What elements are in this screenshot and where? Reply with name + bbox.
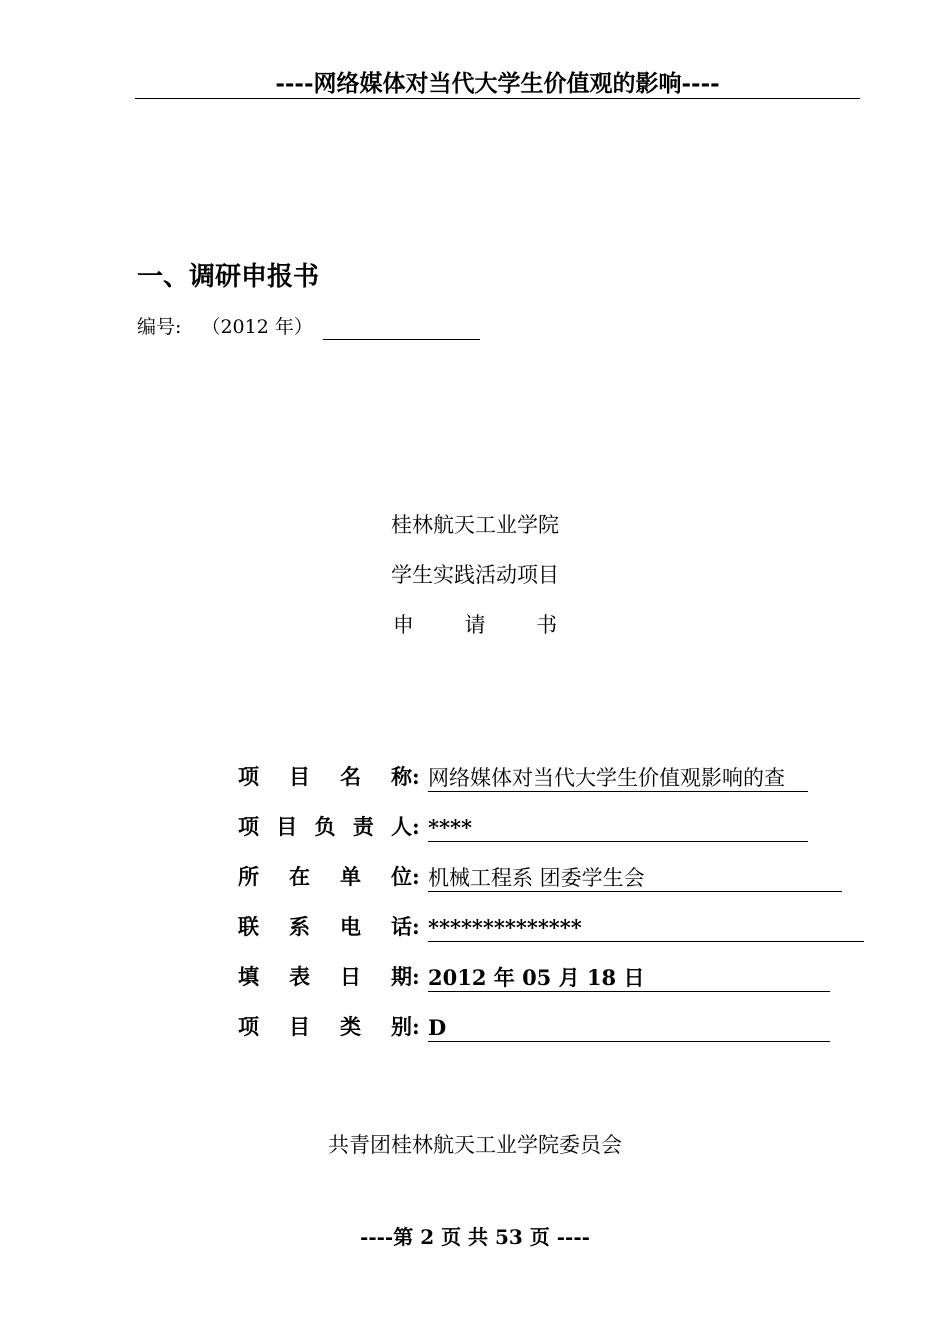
field-label: 填表日期: [238, 964, 412, 989]
field-project-leader: [238, 808, 808, 842]
institution-name: 桂林航天工业学院: [391, 513, 559, 537]
field-phone: [238, 908, 864, 942]
field-colon: :: [412, 914, 420, 939]
header-rule: [135, 98, 860, 99]
field-label: 项目类别: [238, 1014, 412, 1039]
field-value-department[interactable]: 机械工程系 团委学生会: [428, 864, 842, 892]
page-header-title: ----网络媒体对当代大学生价值观的影响----: [275, 70, 720, 97]
field-category: [238, 1008, 830, 1042]
field-fill-date: [238, 958, 830, 992]
issuing-organization: 共青团桂林航天工业学院委员会: [328, 1133, 622, 1157]
serial-year: （2012 年）: [201, 316, 313, 338]
field-label: 所在单位: [238, 864, 412, 889]
field-colon: :: [412, 864, 420, 889]
document-type-title: 申 请 书: [392, 613, 580, 637]
field-colon: :: [412, 764, 420, 789]
field-label: 项目负责人: [238, 814, 412, 839]
page-indicator: ----第 2 页 共 53 页 ----: [360, 1225, 590, 1249]
field-label: 项目名称: [238, 764, 412, 789]
field-colon: :: [412, 814, 420, 839]
field-value-fill-date[interactable]: 2012 年 05 月 18 日: [428, 964, 830, 992]
field-value-phone[interactable]: **************: [428, 914, 864, 942]
field-value-project-leader[interactable]: ****: [428, 814, 808, 842]
field-label: 联系电话: [238, 914, 412, 939]
serial-label: 编号:: [137, 316, 182, 338]
field-colon: :: [412, 1014, 420, 1039]
field-project-name: [238, 758, 808, 792]
field-value-project-name[interactable]: 网络媒体对当代大学生价值观影响的查: [428, 764, 808, 792]
serial-number-blank[interactable]: [323, 317, 480, 340]
serial-number-row: [137, 314, 480, 340]
section-heading: 一、调研申报书: [137, 262, 320, 292]
field-colon: :: [412, 964, 420, 989]
field-department: [238, 858, 842, 892]
field-value-category[interactable]: D: [428, 1014, 830, 1042]
program-name: 学生实践活动项目: [391, 563, 559, 587]
